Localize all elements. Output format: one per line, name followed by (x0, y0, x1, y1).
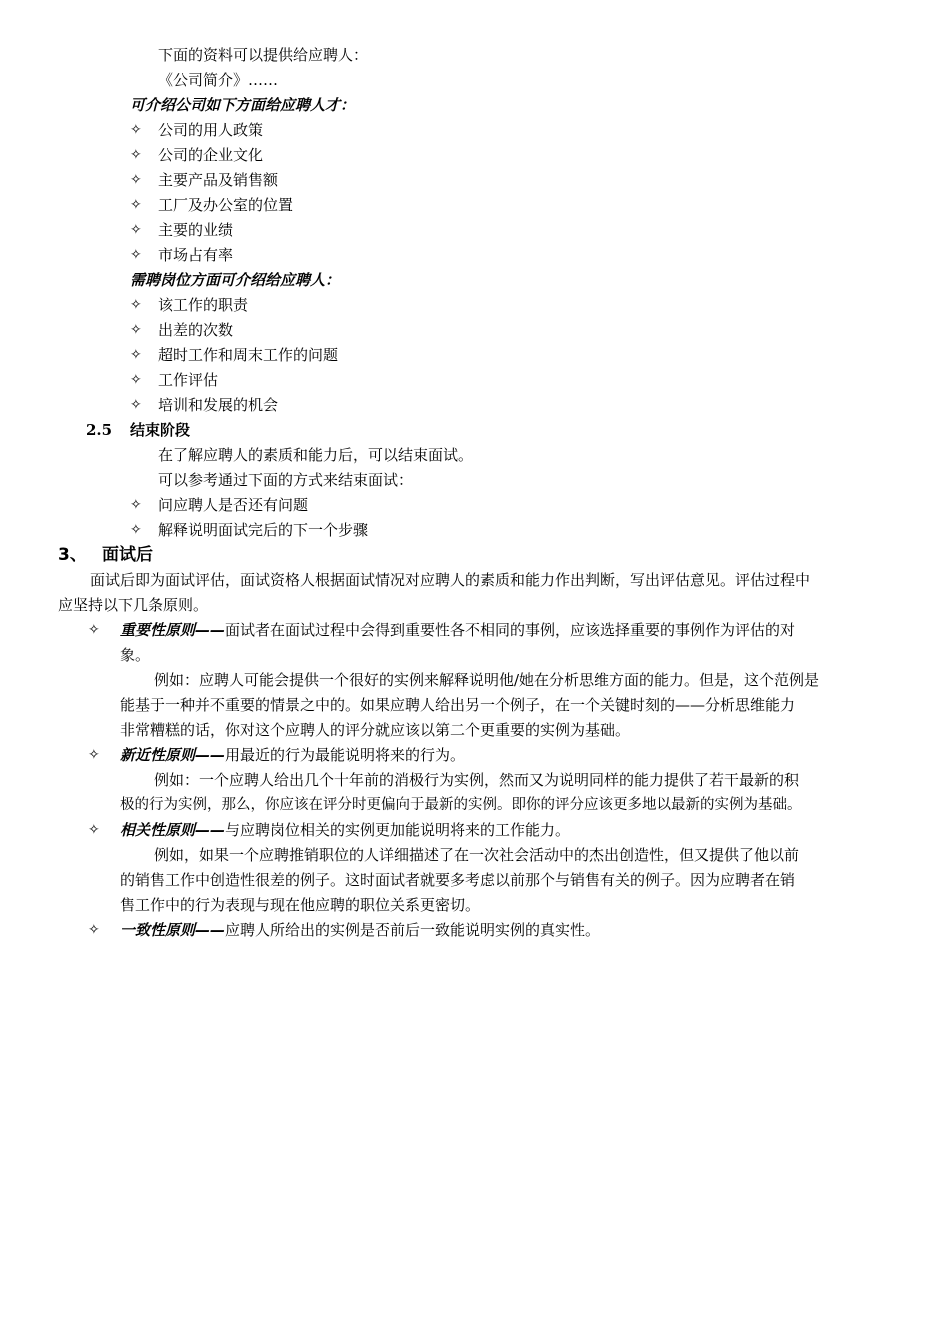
list-bullet-icon: ✧ (130, 322, 142, 338)
principle-name: 重要性原则—— (120, 621, 226, 639)
list-item: 公司的企业文化 (158, 146, 264, 164)
principle-name: 一致性原则—— (120, 921, 226, 939)
list-bullet-icon: ✧ (130, 297, 142, 313)
intro-line: 《公司简介》…… (158, 71, 279, 89)
list-bullet-icon: ✧ (88, 622, 100, 638)
principle-line (120, 918, 600, 943)
list-bullet-icon: ✧ (130, 222, 142, 238)
list-item: 该工作的职责 (158, 296, 249, 314)
list-bullet-icon: ✧ (130, 347, 142, 363)
list-bullet-icon: ✧ (130, 147, 142, 163)
list-bullet-icon: ✧ (88, 747, 100, 763)
example-line: 售工作中的行为表现与现在他应聘的职位关系更密切。 (120, 896, 481, 914)
company-section-heading: 可介绍公司如下方面给应聘人才： (130, 96, 356, 114)
principle-desc: 应聘人所给出的实例是否前后一致能说明实例的真实性。 (225, 921, 601, 939)
list-item: 主要的业绩 (158, 221, 234, 239)
list-item: 公司的用人政策 (158, 121, 264, 139)
principle-line (120, 743, 465, 768)
example-line: 例如：一个应聘人给出几个十年前的消极行为实例，然而又为说明同样的能力提供了若干最新的积 (154, 771, 800, 789)
list-bullet-icon: ✧ (130, 397, 142, 413)
paragraph: 应坚持以下几条原则。 (58, 596, 209, 614)
list-item: 解释说明面试完后的下一个步骤 (158, 521, 369, 539)
job-section-heading: 需聘岗位方面可介绍给应聘人： (130, 271, 341, 289)
principle-desc: 与应聘岗位相关的实例更加能说明将来的工作能力。 (225, 821, 571, 839)
section-title: 面试后 (102, 545, 153, 565)
example-line: 非常糟糕的话，你对这个应聘人的评分就应该以第二个更重要的实例为基础。 (120, 721, 631, 739)
example-line: 例如，如果一个应聘推销职位的人详细描述了在一次社会活动中的杰出创造性，但又提供了他以前 (154, 846, 800, 864)
principle-line (120, 618, 795, 643)
list-item: 工厂及办公室的位置 (158, 196, 294, 214)
principle-desc: 象。 (120, 646, 151, 664)
list-item: 工作评估 (158, 371, 219, 389)
section-number: 2.5 (86, 421, 113, 439)
principle-desc: 用最近的行为最能说明将来的行为。 (225, 746, 466, 764)
paragraph: 面试后即为面试评估，面试资格人根据面试情况对应聘人的素质和能力作出判断，写出评估意见。评估过程中 (90, 571, 811, 589)
example-line: 极的行为实例，那么，你应该在评分时更偏向于最新的实例。即你的评分应该更多地以最新的实例为基础。 (120, 797, 802, 813)
list-item: 培训和发展的机会 (158, 396, 279, 414)
paragraph: 在了解应聘人的素质和能力后，可以结束面试。 (158, 446, 474, 464)
list-bullet-icon: ✧ (130, 372, 142, 388)
list-bullet-icon: ✧ (130, 247, 142, 263)
list-bullet-icon: ✧ (130, 522, 142, 538)
section-number: 3、 (58, 545, 87, 565)
principle-name: 新近性原则—— (120, 746, 226, 764)
list-bullet-icon: ✧ (130, 122, 142, 138)
list-bullet-icon: ✧ (88, 822, 100, 838)
example-line: 的销售工作中创造性很差的例子。这时面试者就要多考虑以前那个与销售有关的例子。因为应聘者在销 (120, 871, 796, 889)
list-item: 出差的次数 (158, 321, 234, 339)
example-line: 能基于一种并不重要的情景之中的。如果应聘人给出另一个例子，在一个关键时刻的——分析思维能力 (120, 696, 796, 714)
list-bullet-icon: ✧ (130, 497, 142, 513)
list-bullet-icon: ✧ (88, 922, 100, 938)
principle-name: 相关性原则—— (120, 821, 226, 839)
section-title: 结束阶段 (130, 421, 191, 439)
intro-line: 下面的资料可以提供给应聘人： (158, 46, 369, 64)
list-item: 主要产品及销售额 (158, 171, 279, 189)
principle-line (120, 818, 570, 843)
list-item: 市场占有率 (158, 246, 234, 264)
list-item: 超时工作和周末工作的问题 (158, 346, 339, 364)
example-line: 例如：应聘人可能会提供一个很好的实例来解释说明他/她在分析思维方面的能力。但是，这个范例是 (154, 671, 820, 689)
list-bullet-icon: ✧ (130, 172, 142, 188)
principle-desc: 面试者在面试过程中会得到重要性各不相同的事例，应该选择重要的事例作为评估的对 (225, 621, 796, 639)
paragraph: 可以参考通过下面的方式来结束面试： (158, 471, 414, 489)
list-item: 问应聘人是否还有问题 (158, 496, 309, 514)
list-bullet-icon: ✧ (130, 197, 142, 213)
